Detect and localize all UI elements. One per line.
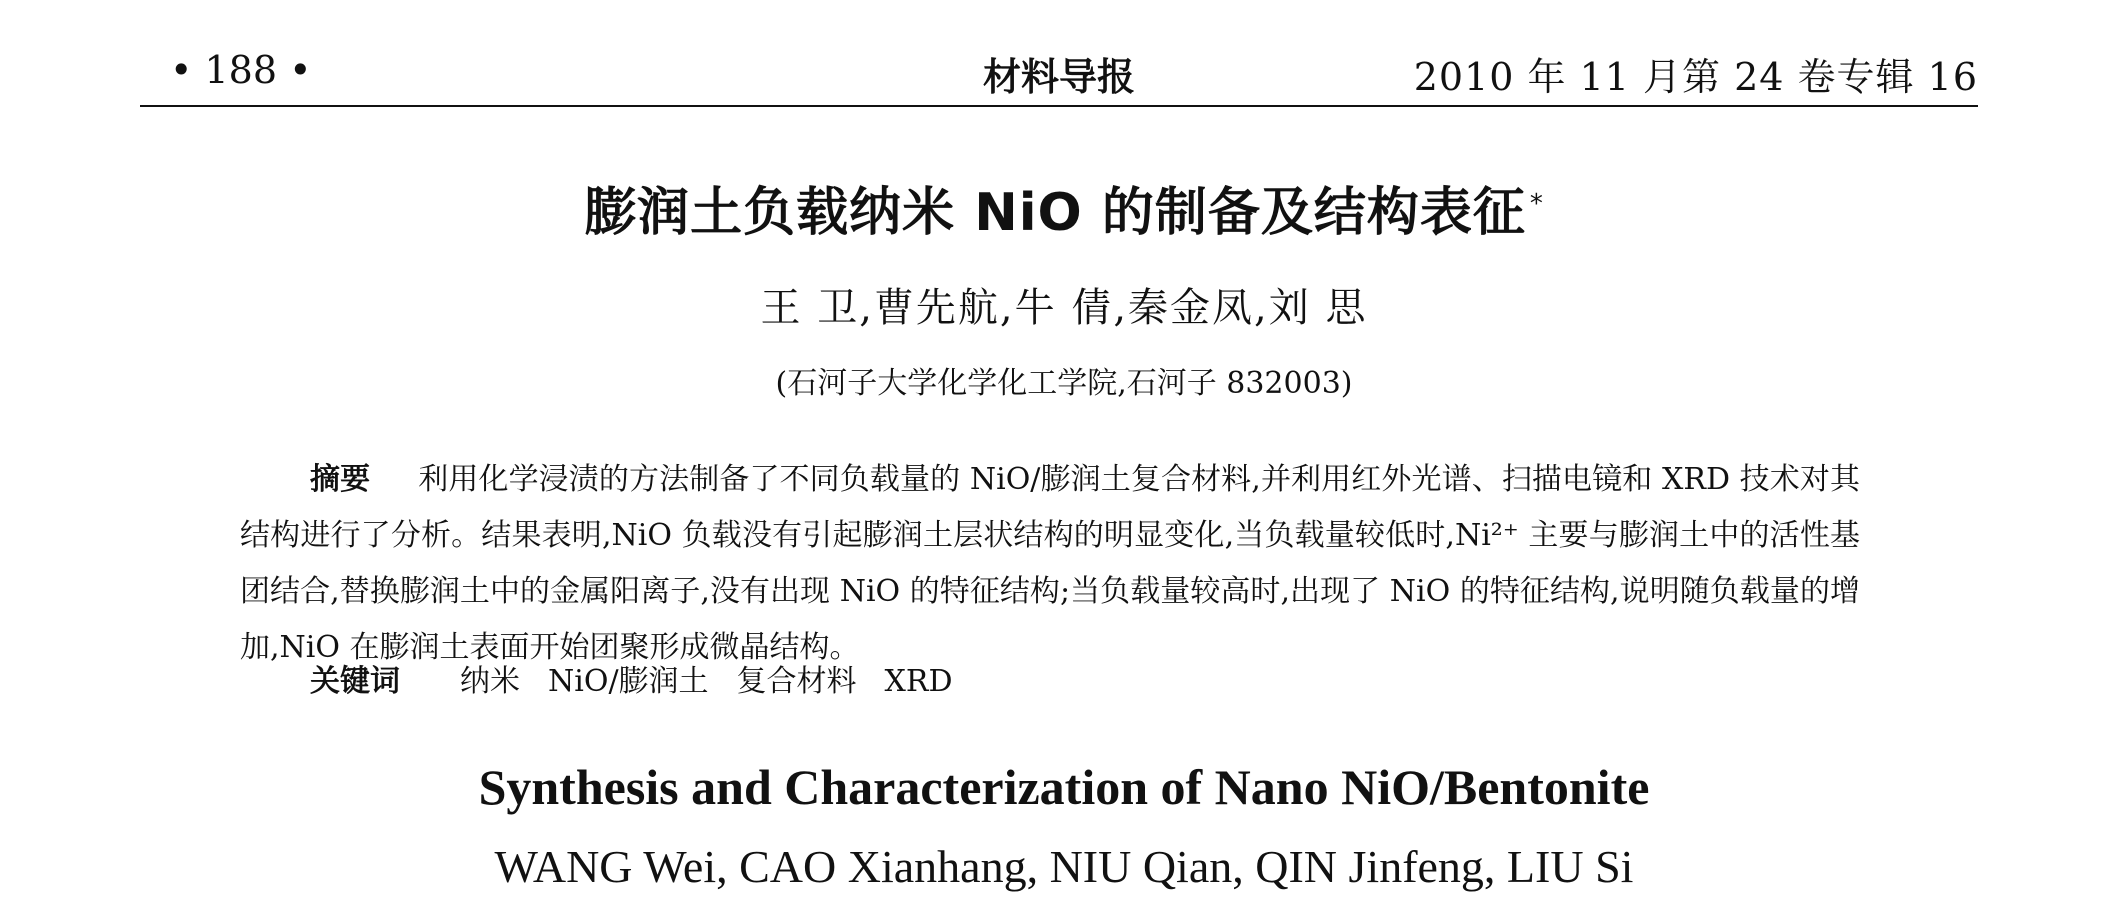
abstract-block	[240, 452, 1860, 676]
chinese-title	[0, 170, 2128, 245]
chinese-title-text: 膨润土负载纳米 NiO 的制备及结构表征	[584, 183, 1526, 243]
title-footnote-mark: *	[1529, 188, 1544, 219]
keyword-item: 复合材料	[736, 664, 857, 699]
running-header	[140, 40, 1978, 110]
chinese-authors: 王 卫,曹先航,牛 倩,秦金凤,刘 思	[760, 285, 1368, 331]
journal-name: 材料导报	[982, 54, 1135, 99]
abstract-text: 利用化学浸渍的方法制备了不同负载量的 NiO/膨润土复合材料,并利用红外光谱、扫描电镜和 XRD 技术对其结构进行了分析。结果表明,NiO 负载没有引起膨润土层状结构的明显变化,当负载量较低时,Ni²⁺ 主要与膨润土中的活性基团结合,替换膨润土中的金属阳离子,没有出现 NiO 的特征结构;当负载量较高时,出现了 NiO 的特征结构,说明随负载量的增加,NiO 在膨润土表面开始团聚形成微晶结构。	[240, 462, 1860, 665]
chinese-affiliation: (石河子大学化学化工学院,石河子 832003)	[775, 366, 1353, 401]
english-authors: WANG Wei, CAO Xianhang, NIU Qian, QIN Jinfeng, LIU Si	[494, 841, 1634, 892]
keyword-item: NiO/膨润土	[548, 664, 709, 699]
header-rule	[140, 105, 1978, 107]
issue-info: 2010 年 11 月第 24 卷专辑 16	[1413, 55, 1978, 99]
page-number: • 188 •	[170, 48, 312, 92]
keywords-block	[310, 656, 981, 700]
keyword-item: 纳米	[460, 664, 520, 699]
abstract-label: 摘要	[310, 462, 371, 497]
english-title: Synthesis and Characterization of Nano NiO/Bentonite	[478, 759, 1650, 815]
keywords-label: 关键词	[310, 664, 400, 699]
keyword-item: XRD	[884, 664, 953, 699]
